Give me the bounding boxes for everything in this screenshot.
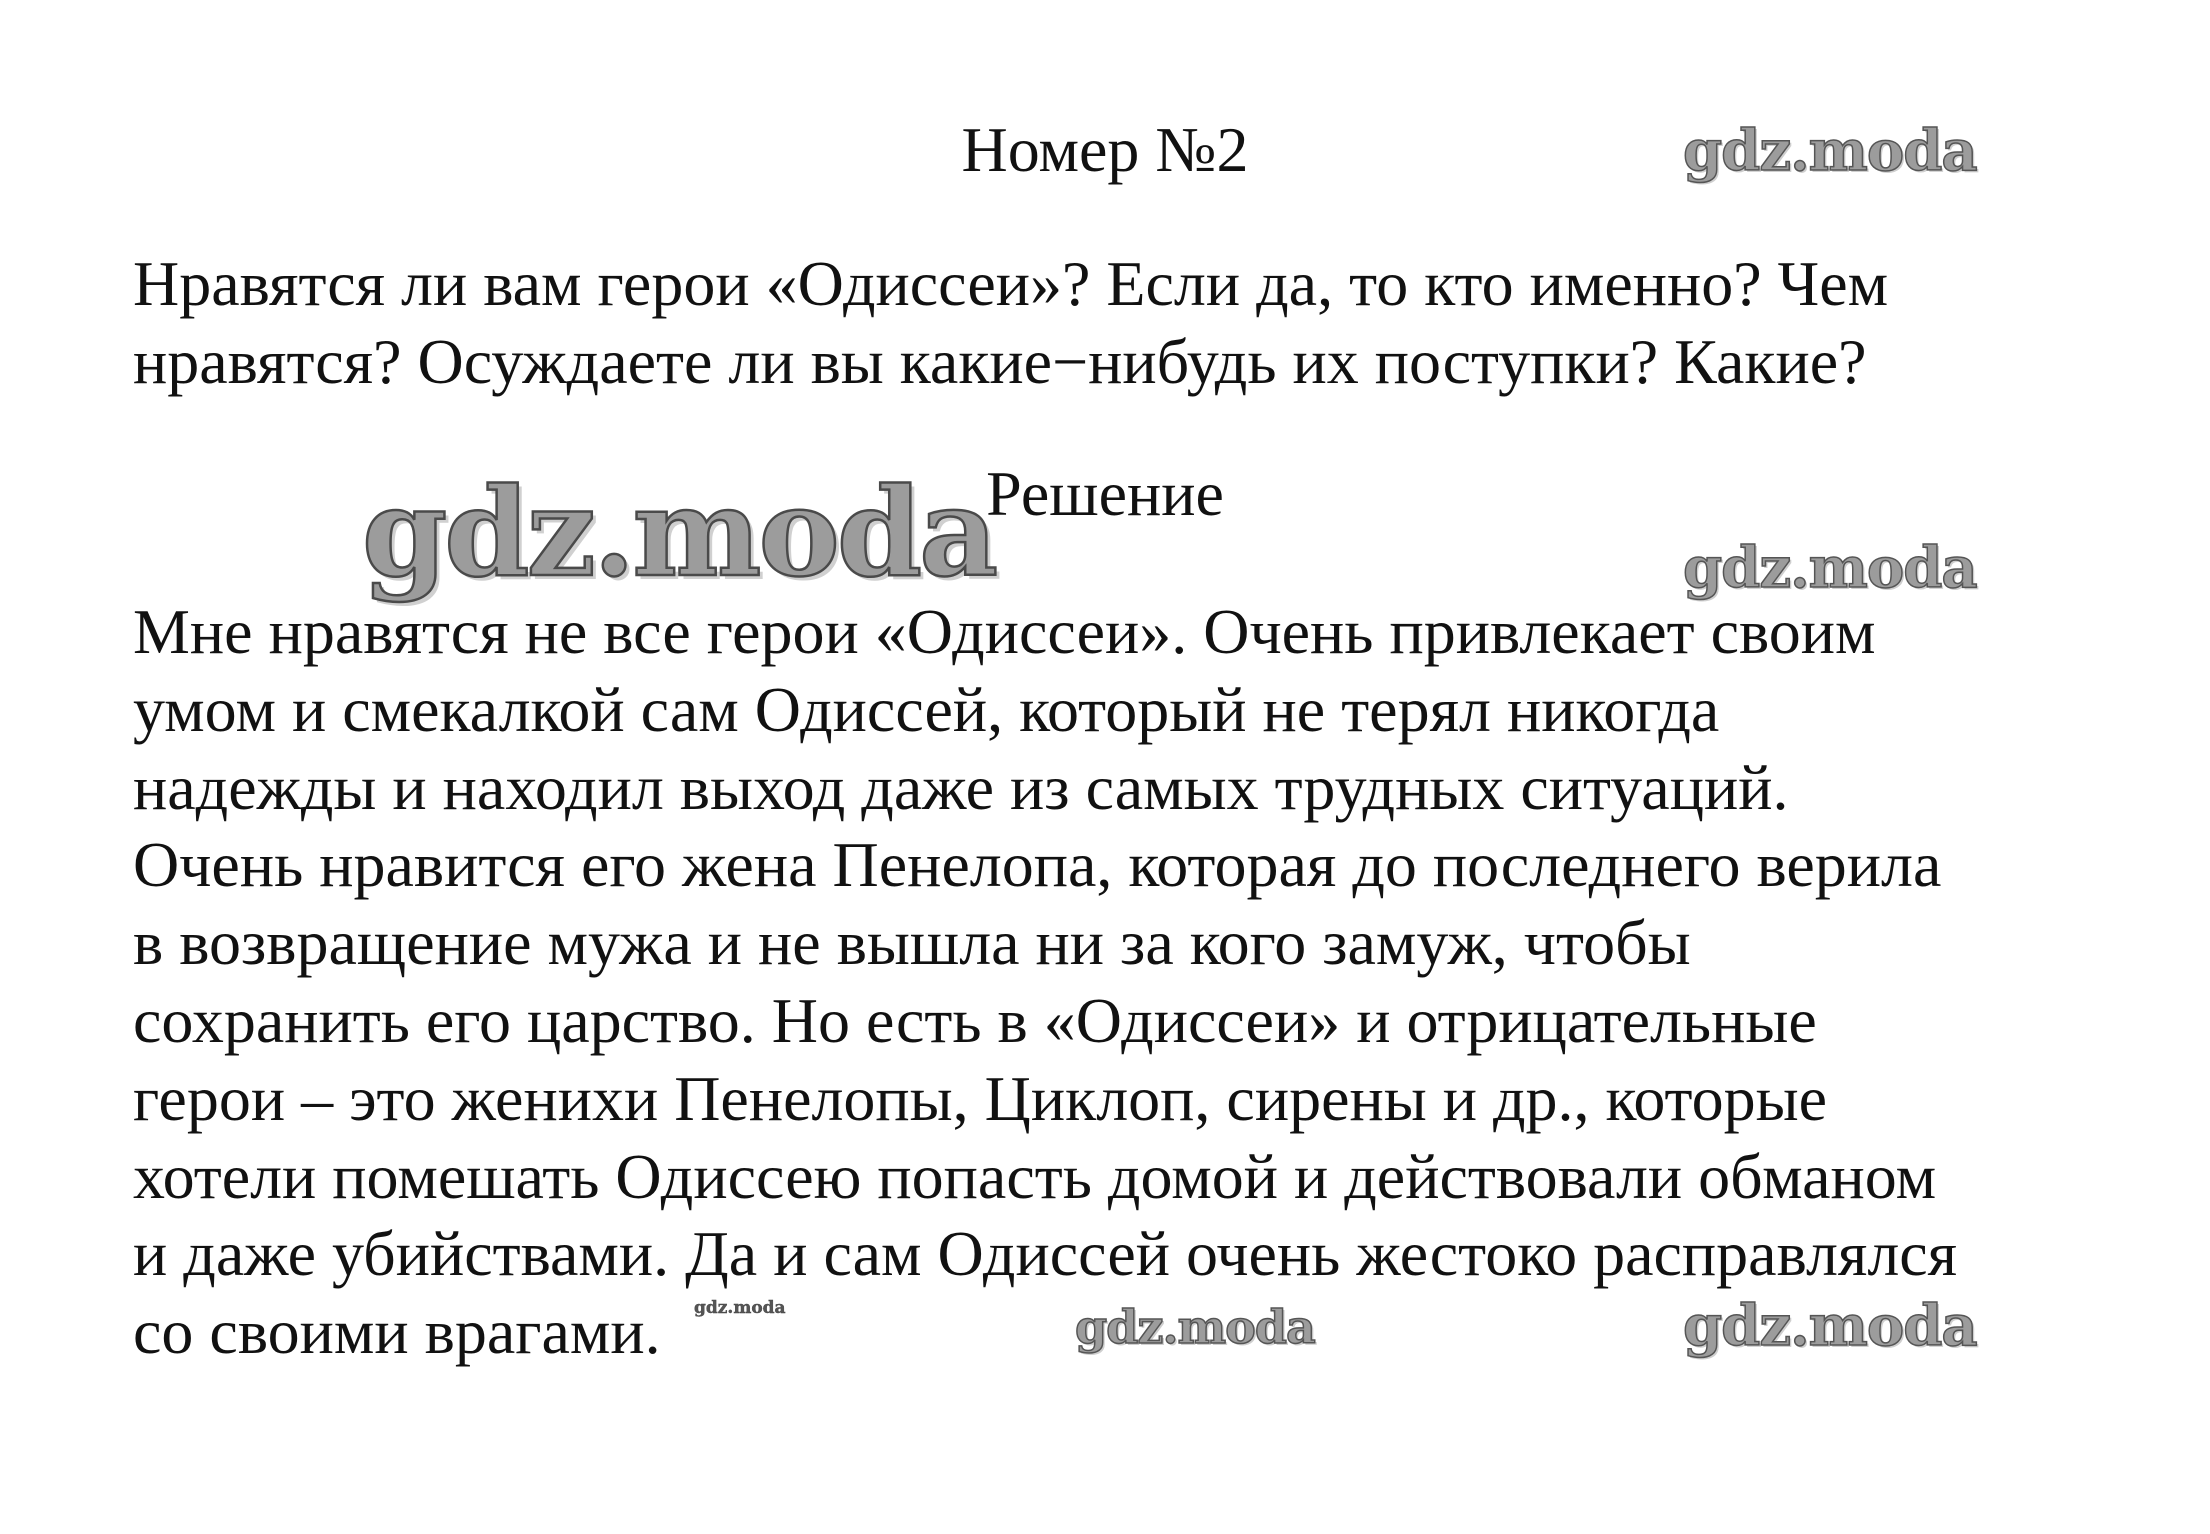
watermark-large: gdz.moda <box>362 460 996 604</box>
answer-line: надежды и находил выход даже из самых трудных ситуаций. <box>133 751 1789 823</box>
answer-line: хотели помешать Одиссею попасть домой и действовали обманом <box>133 1140 1937 1212</box>
watermark-tiny: gdz.moda <box>694 1298 786 1318</box>
answer-line: Мне нравятся не все герои «Одиссеи». Очень привлекает своим <box>133 596 1876 667</box>
answer-block <box>133 593 2173 1371</box>
answer-line: в возвращение мужа и не вышла ни за кого замуж, чтобы <box>133 907 1691 979</box>
page-title: Номер №2 <box>961 114 1249 185</box>
watermark-bottom-center: gdz.moda <box>1075 1300 1315 1354</box>
answer-line: и даже убийствами. Да и сам Одиссей очень жестоко расправлялся <box>133 1218 1958 1290</box>
watermark-top-right: gdz.moda <box>1683 118 1977 184</box>
question-block <box>133 245 2133 401</box>
watermark-bottom-right: gdz.moda <box>1683 1293 1977 1359</box>
answer-line: умом и смекалкой сам Одиссей, который не терял никогда <box>133 673 1720 745</box>
question-line: нравятся? Осуждаете ли вы какие−нибудь их поступки? Какие? <box>133 326 1867 397</box>
answer-line: сохранить его царство. Но есть в «Одиссеи» и отрицательные <box>133 984 1817 1056</box>
question-line: Нравятся ли вам герои «Одиссеи»? Если да, то кто именно? Чем <box>133 248 1889 319</box>
answer-line: со своими врагами. <box>133 1296 661 1368</box>
answer-line: герои – это женихи Пенелопы, Циклоп, сирены и др., которые <box>133 1062 1828 1134</box>
watermark-mid-right: gdz.moda <box>1683 535 1977 601</box>
solution-heading: Решение <box>986 458 1224 529</box>
answer-line: Очень нравится его жена Пенелопа, которая до последнего верила <box>133 829 1942 901</box>
